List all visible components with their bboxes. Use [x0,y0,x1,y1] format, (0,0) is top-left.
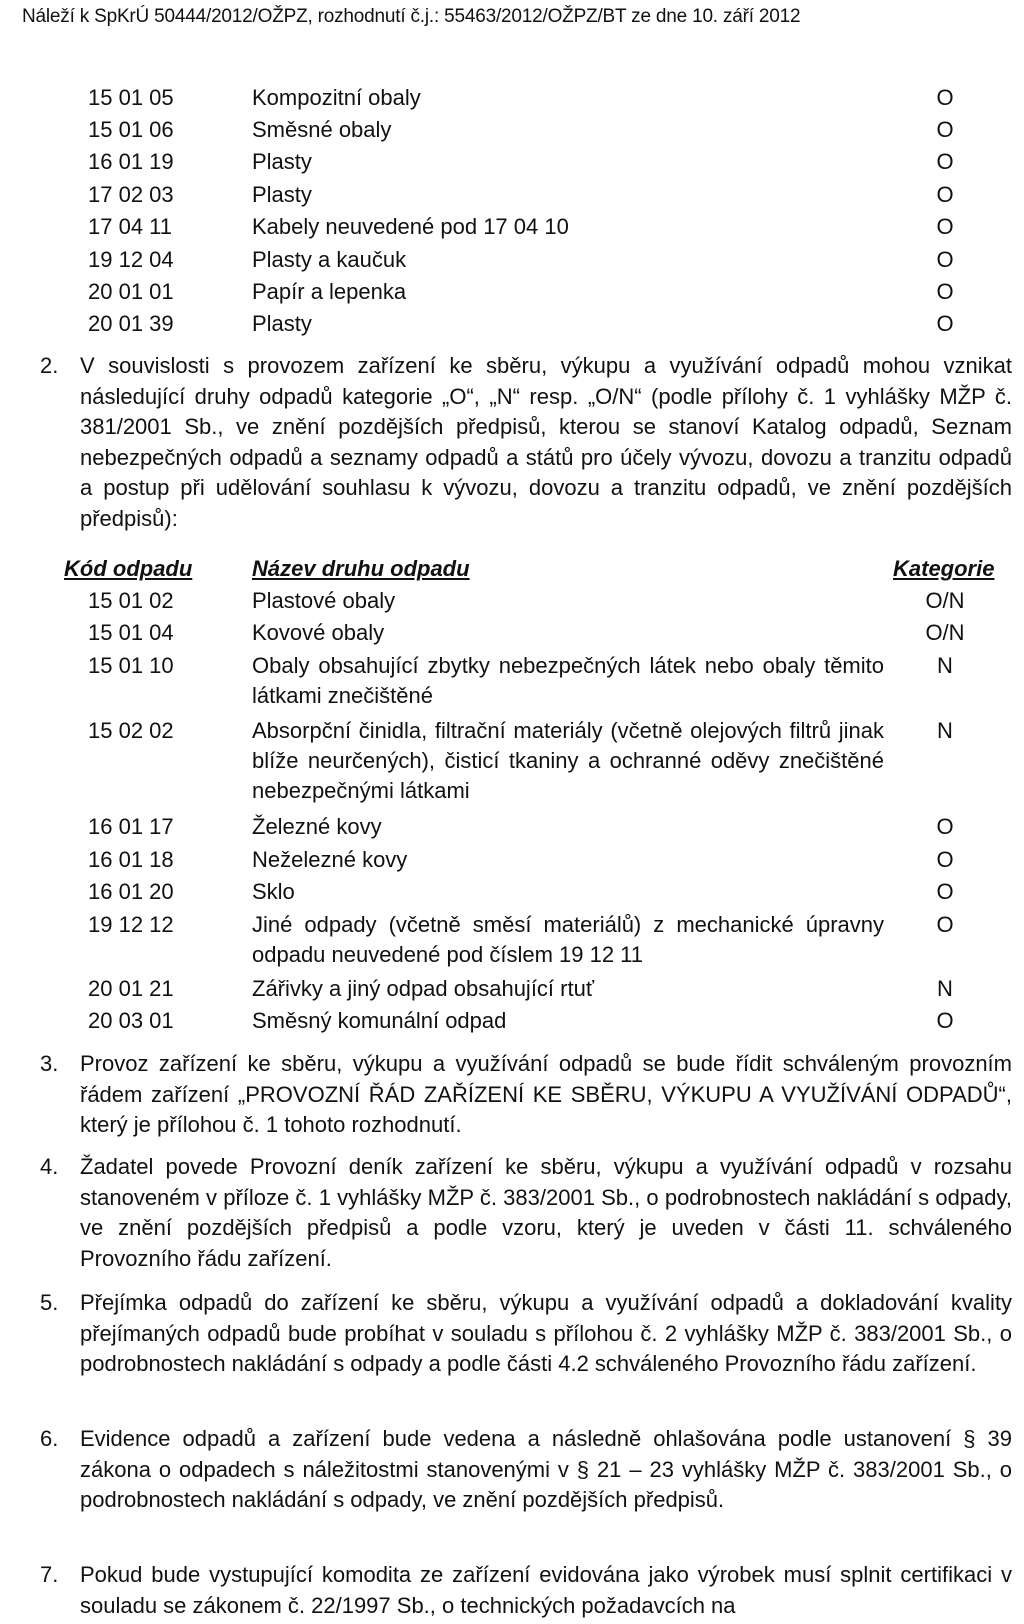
table2-category: O [936,912,954,937]
table2-name: Směsný komunální odpad [252,1008,507,1033]
column-header-name: Název druhu odpadu [252,556,470,581]
table1-name: Papír a lepenka [252,279,407,304]
table2-name: Sklo [252,879,295,904]
table2-category: N [937,976,953,1001]
table1-category: O [936,182,954,207]
table2-name: Železné kovy [252,814,382,839]
table1-code: 16 01 19 [88,149,174,174]
document-header: Náleží k SpKrÚ 50444/2012/OŽPZ, rozhodnutí č.j.: 55463/2012/OŽPZ/BT ze dne 10. září 2012 [22,6,801,27]
paragraph-number: 5. [40,1290,59,1315]
table2-category: O/N [925,588,965,613]
table2-code: 20 01 21 [88,976,174,1001]
column-header-category: Kategorie [893,556,995,581]
table2-code: 15 01 04 [88,620,174,645]
table2-category: N [937,653,953,678]
table1-code: 20 01 39 [88,311,174,336]
paragraph-text: Pokud bude vystupující komodita ze zařízení evidována jako výrobek musí splnit certifikaci v souladu se zákonem č. 22/1997 Sb., o technických požadavcích na [80,1562,1012,1618]
column-header-code: Kód odpadu [64,556,193,581]
table1-name: Plasty [252,149,312,174]
table2-category: N [937,718,953,743]
paragraph-3 [40,1049,1012,1141]
table1-name: Plasty a kaučuk [252,247,407,272]
table2-code: 20 03 01 [88,1008,174,1033]
table1-category: O [936,117,954,142]
table1-name: Plasty [252,311,312,336]
table1-category: O [936,279,954,304]
table2-code: 19 12 12 [88,912,174,937]
paragraph-text: V souvislosti s provozem zařízení ke sběru, výkupu a využívání odpadů mohou vznikat následující druhy odpadů kategorie „O“, „N“ resp. „O/N“ (podle přílohy č. 1 vyhlášky MŽP č. 381/2001 Sb., ve znění pozdějších předpisů, kterou se stanoví Katalog odpadů, Seznam nebezpečných odpadů a seznamy odpadů a států pro účely vývozu, dovozu a tranzitu odpadů a postup při udělování souhlasu k vývozu, dovozu a tranzitu odpadů, ve znění pozdějších předpisů): [80,353,1012,531]
table2-code: 15 01 02 [88,588,174,613]
table1-category: O [936,247,954,272]
table1-category: O [936,149,954,174]
paragraph-text: Žadatel povede Provozní deník zařízení ke sběru, výkupu a využívání odpadů v rozsahu stanoveném v příloze č. 1 vyhlášky MŽP č. 383/2001 Sb., o podrobnostech nakládání s odpady, ve znění pozdějších předpisů a podle vzoru, který je uveden v části 11. schváleného Provozního řádu zařízení. [80,1154,1012,1271]
table1-code: 15 01 06 [88,117,174,142]
table1-code: 20 01 01 [88,279,174,304]
table2-name: Neželezné kovy [252,847,408,872]
table1-name: Směsné obaly [252,117,392,142]
table2-name: Zářivky a jiný odpad obsahující rtuť [252,976,595,1001]
table2-name: Obaly obsahující zbytky nebezpečných látek nebo obaly těmito látkami znečištěné [252,653,884,708]
paragraph-number: 7. [40,1562,59,1587]
paragraph-5 [40,1288,1012,1380]
table1-code: 19 12 04 [88,247,174,272]
table2-name: Jiné odpady (včetně směsí materiálů) z mechanické úpravny odpadu neuvedené pod číslem 19 12 11 [252,912,884,967]
table1-category: O [936,214,954,239]
table2-code: 15 01 10 [88,653,174,678]
paragraph-number: 2. [40,353,59,378]
table1-name: Plasty [252,182,312,207]
table2-code: 16 01 20 [88,879,174,904]
table2-code: 16 01 17 [88,814,174,839]
paragraph-4 [40,1152,1012,1274]
table1-name: Kompozitní obaly [252,85,421,110]
paragraph-text: Evidence odpadů a zařízení bude vedena a následně ohlašována podle ustanovení § 39 zákona o odpadech s náležitostmi stanovenými v § 21 – 23 vyhlášky MŽP č. 383/2001 Sb., o podrobnostech nakládání s odpady, ve znění pozdějších předpisů. [80,1426,1012,1512]
table1-code: 15 01 05 [88,85,174,110]
table2-name: Kovové obaly [252,620,385,645]
table1-category: O [936,85,954,110]
paragraph-text: Přejímka odpadů do zařízení ke sběru, výkupu a využívání odpadů a dokladování kvality přejímaných odpadů bude probíhat v souladu s přílohou č. 2 vyhlášky MŽP č. 383/2001 Sb., o podrobnostech nakládání s odpady a podle části 4.2 schváleného Provozního řádu zařízení. [80,1290,1012,1376]
table2-name: Plastové obaly [252,588,396,613]
table2-code: 16 01 18 [88,847,174,872]
table2-category: O [936,879,954,904]
paragraph-7 [40,1560,1012,1621]
paragraph-text: Provoz zařízení ke sběru, výkupu a využívání odpadů se bude řídit schváleným provozním řádem zařízení „PROVOZNÍ ŘÁD ZAŘÍZENÍ KE SBĚRU, VÝKUPU A VYUŽÍVÁNÍ ODPADŮ“, který je přílohou č. 1 tohoto rozhodnutí. [80,1051,1012,1137]
paragraph-6 [40,1424,1012,1516]
paragraph-2 [40,351,1012,534]
paragraph-number: 3. [40,1051,59,1076]
table2-category: O [936,814,954,839]
table2-code: 15 02 02 [88,718,174,743]
table2-category: O [936,847,954,872]
table2-category: O [936,1008,954,1033]
table1-name: Kabely neuvedené pod 17 04 10 [252,214,569,239]
paragraph-number: 4. [40,1154,59,1179]
paragraph-number: 6. [40,1426,59,1451]
table2-name: Absorpční činidla, filtrační materiály (včetně olejových filtrů jinak blíže neurčených), čisticí tkaniny a ochranné oděvy znečištěné nebezpečnými látkami [252,718,884,803]
table2-category: O/N [925,620,965,645]
table1-category: O [936,311,954,336]
table1-code: 17 04 11 [88,214,173,239]
table1-code: 17 02 03 [88,182,174,207]
